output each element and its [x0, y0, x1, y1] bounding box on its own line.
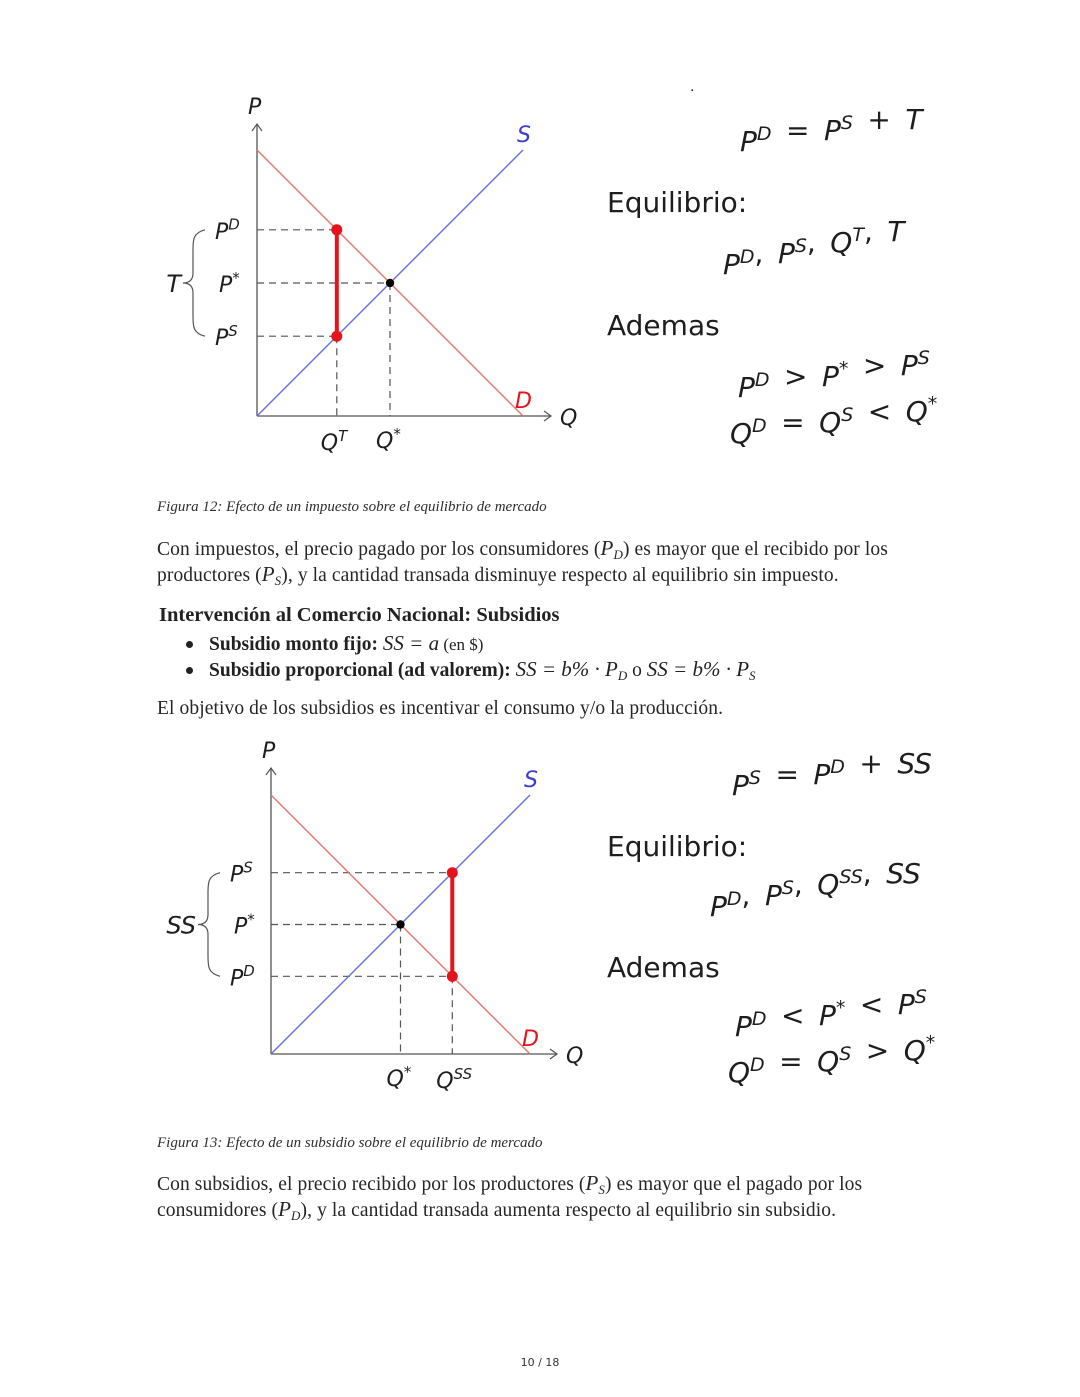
brace-label: SS [166, 911, 196, 940]
price-label-equilibrium: P* [234, 910, 255, 940]
brace-label: T [166, 270, 181, 298]
wedge-top-point [447, 867, 458, 878]
q-axis-label: Q [560, 406, 578, 431]
fig13-inequality-quantities: $Q^D = Q^S > Q^*$ [728, 1032, 936, 1089]
fig12-ademas-label: Ademas [607, 309, 720, 342]
fig12-equilibrio-label: Equilibrio: [607, 186, 748, 219]
q-axis-label: Q [566, 1044, 584, 1069]
demand-curve-label: D [515, 389, 532, 414]
fig12-inequality-quantities: $Q^D = Q^S < Q^*$ [730, 393, 938, 450]
stray-dot: · [690, 83, 695, 99]
demand-curve-label: D [522, 1027, 539, 1052]
wedge-bottom-point [447, 971, 458, 982]
section-heading-subsidios: Intervención al Comercio Nacional: Subsidios [159, 604, 560, 626]
figure-12-caption: Figura 12: Efecto de un impuesto sobre el equilibrio de mercado [157, 499, 547, 515]
fig13-formula: $P^S = P^D$ + SS [732, 747, 932, 802]
fig12-inequality-prices: $P^D > P^* > P^S$ [738, 347, 930, 404]
fig13-inequality-prices: $P^D < P^* < P^S$ [735, 986, 927, 1043]
price-label-top: $P^S$ [230, 858, 253, 888]
list-item-fixed-subsidy: Subsidio monto fijo: SS = a (en $) [186, 631, 756, 657]
price-label-top: $P^D$ [215, 215, 240, 245]
price-label-bottom: $P^S$ [215, 321, 238, 352]
fig12-formula: $P^D = P^S + T$ [740, 103, 923, 158]
list-item-ad-valorem-subsidy: Subsidio proporcional (ad valorem): SS = $b\% \cdot P_D$ o SS = $b\% \cdot P_S$ [186, 657, 756, 683]
price-label-equilibrium: P* [219, 268, 240, 298]
fig12-equilibrium-vars: $P^D$, $P^S$, $Q^T$, T [723, 215, 905, 281]
subsidy-explanation-paragraph: Con subsidios, el precio recibido por los productores $(P_S)$ es mayor que el pagado por los consumidores $(P_D)$, y la cantidad transada aumenta respecto al equilibrio sin subsidio. [157, 1171, 863, 1223]
supply-curve-label: S [517, 123, 531, 148]
quantity-label-equilibrium: Q* [386, 1062, 412, 1092]
page-number: 10 / 18 [520, 1356, 560, 1369]
p-axis-label: P [262, 739, 276, 764]
quantity-label-wedge: $Q^{SS}$ [436, 1064, 473, 1094]
p-axis-label: P [248, 95, 262, 120]
quantity-label-equilibrium: Q* [376, 424, 401, 454]
supply-curve-label: S [524, 768, 538, 793]
fig13-ademas-label: Ademas [607, 951, 720, 984]
subsidy-objective-paragraph: El objetivo de los subsidios es incentivar el consumo y/o la producción. [157, 698, 724, 719]
fig13-equilibrio-label: Equilibrio: [607, 830, 748, 863]
brace-icon [198, 873, 220, 977]
figure-13-caption: Figura 13: Efecto de un subsidio sobre el equilibrio de mercado [157, 1135, 543, 1151]
quantity-label-wedge: $Q^T$ [320, 426, 348, 456]
equilibrium-point [396, 920, 404, 928]
tax-explanation-paragraph: Con impuestos, el precio pagado por los consumidores $(P_D)$ es mayor que el recibido por los productores $(P_S)$, y la cantidad transada disminuye respecto al equilibrio sin impuesto. [157, 536, 888, 588]
price-label-bottom: $P^D$ [230, 962, 255, 992]
fig13-equilibrium-vars: $P^D$, $P^S$, $Q^{SS}$, SS [710, 857, 921, 923]
